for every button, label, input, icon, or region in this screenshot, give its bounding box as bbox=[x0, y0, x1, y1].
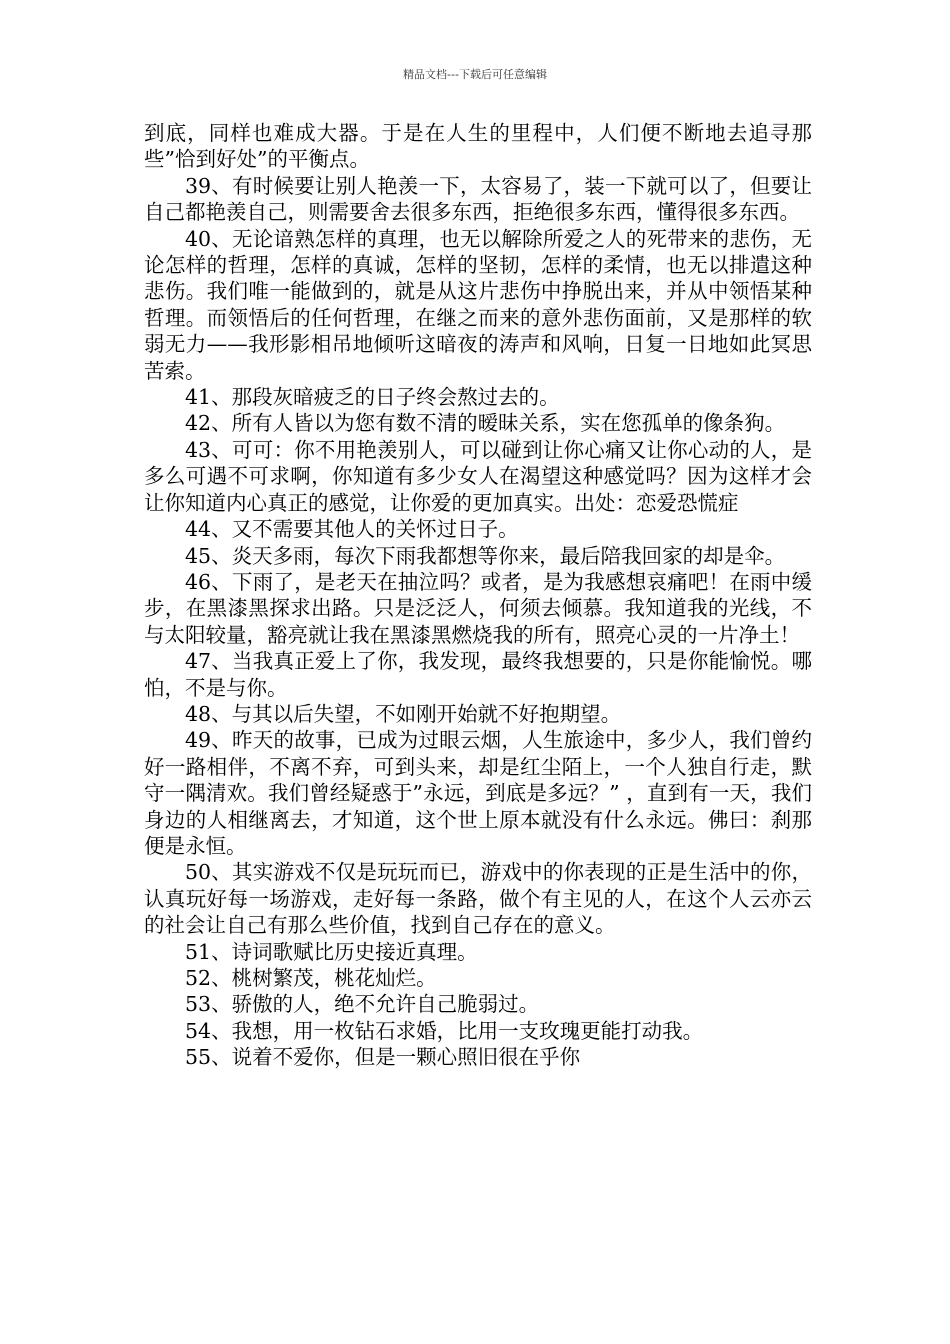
paragraph-continuation: 到底，同样也难成大器。于是在人生的里程中，人们便不断地去追寻那些”恰到好处”的平衡点。 bbox=[144, 121, 812, 172]
paragraph-39: 39、有时候要让别人艳羡一下，太容易了，装一下就可以了，但要让自己都艳羡自己，则需要舍去很多东西，拒绝很多东西，懂得很多东西。 bbox=[144, 173, 812, 225]
paragraph-55: 55、说着不爱你，但是一颗心照旧很在乎你 bbox=[185, 1045, 581, 1070]
paragraph-46: 46、下雨了，是老天在抽泣吗？或者，是为我感想哀痛吧！在雨中缓步，在黑漆黑探求出路。只是泛泛人，何须去倾慕。我知道我的光线，不与太阳较量，豁亮就让我在黑漆黑燃烧我的所有，照亮心灵的一片净土！ bbox=[144, 569, 812, 647]
paragraph-51: 51、诗词歌赋比历史接近真理。 bbox=[185, 939, 478, 964]
paragraph-54: 54、我想，用一枚钻石求婚，比用一支玫瑰更能打动我。 bbox=[185, 1018, 704, 1043]
paragraph-43: 43、可可：你不用艳羡别人，可以碰到让你心痛又让你心动的人，是多么可遇不可求啊，你知道有多少女人在渴望这种感觉吗？因为这样才会让你知道内心真正的感觉，让你爱的更加真实。出处：恋爱恐慌症 bbox=[144, 437, 812, 515]
paragraph-45: 45、炎天多雨，每次下雨我都想等你来，最后陪我回家的却是伞。 bbox=[185, 543, 786, 568]
paragraph-49: 49、昨天的故事，已成为过眼云烟，人生旅途中，多少人，我们曾约好一路相伴，不离不弃，可到头来，却是红尘陌上，一个人独自行走，默守一隅清欢。我们曾经疑惑于”永远，到底是多远？” ，直到有一天，我们身边的人相继离去，才知道，这个世上原本就没有什么永远。佛曰：刹那便是永恒。 bbox=[144, 728, 812, 858]
document-body bbox=[144, 120, 812, 1071]
paragraph-41: 41、那段灰暗疲乏的日子终会熬过去的。 bbox=[185, 385, 560, 410]
paragraph-40: 40、无论谙熟怎样的真理，也无以解除所爱之人的死带来的悲伤，无论怎样的哲理，怎样的真诚，怎样的坚韧，怎样的柔情，也无以排遣这种悲伤。我们唯一能做到的，就是从这片悲伤中挣脱出来，并从中领悟某种哲理。而领悟后的任何哲理，在继之而来的意外悲伤面前，又是那样的软弱无力——我形影相吊地倾听这暗夜的涛声和风响，日复一日地如此冥思苦索。 bbox=[144, 226, 812, 383]
paragraph-48: 48、与其以后失望，不如刚开始就不好抱期望。 bbox=[185, 701, 622, 726]
paragraph-53: 53、骄傲的人，绝不允许自己脆弱过。 bbox=[185, 992, 540, 1017]
paragraph-52: 52、桃树繁茂，桃花灿烂。 bbox=[185, 966, 437, 990]
page-header: 精品文档---下载后可任意编辑 bbox=[403, 68, 547, 81]
paragraph-42: 42、所有人皆以为您有数不清的暧昧关系，实在您孤单的像条狗。 bbox=[185, 411, 786, 436]
paragraph-50: 50、其实游戏不仅是玩玩而已，游戏中的你表现的正是生活中的你，认真玩好每一场游戏，走好每一条路，做个有主见的人，在这个人云亦云的社会让自己有那么些价值，找到自己存在的意义。 bbox=[144, 860, 812, 938]
paragraph-44: 44、又不需要其他人的关怀过日子。 bbox=[185, 517, 519, 542]
paragraph-47: 47、当我真正爱上了你，我发现，最终我想要的，只是你能愉悦。哪怕，不是与你。 bbox=[144, 649, 812, 700]
